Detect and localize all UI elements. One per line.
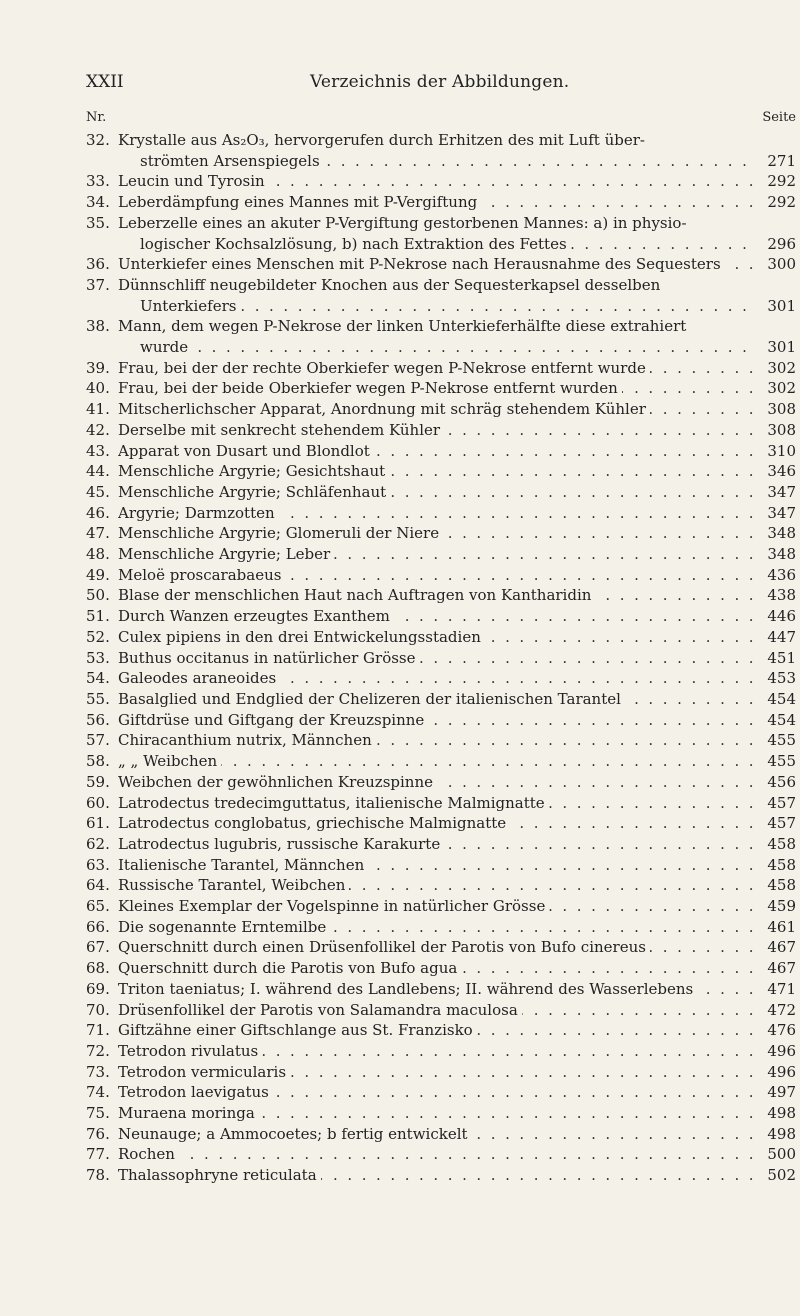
list-item <box>86 1020 796 1041</box>
list-item <box>86 358 796 379</box>
entry-number: 43. <box>86 441 110 460</box>
list-item <box>86 710 796 731</box>
list-item <box>86 482 796 503</box>
entry-page-number: 453 <box>767 669 796 688</box>
entry-number: 35. <box>86 213 110 232</box>
entry-page-number: 301 <box>767 338 796 357</box>
entry-text-line: Die sogenannte Erntemilbe . . . <box>118 917 754 938</box>
entry-number: 73. <box>86 1062 110 1081</box>
entry-text-line: Meloë proscarabaeus . . . <box>118 565 754 586</box>
list-item <box>86 668 796 689</box>
entry-page-number: 498 <box>767 1104 796 1123</box>
entry-text-line: Drüsenfollikel der Parotis von Salamandra maculosa . . . <box>118 1000 754 1021</box>
list-item <box>86 503 796 524</box>
entry-text-line: Blase der menschlichen Haut nach Auftragen von Kantharidin . . . <box>118 585 754 606</box>
entry-page-number: 292 <box>767 172 796 191</box>
entry-text-line: „ „ Weibchen . . . <box>118 751 754 772</box>
entry-text-line: Derselbe mit senkrecht stehendem Kühler . . . <box>118 420 754 441</box>
list-item <box>86 730 796 751</box>
entry-number: 67. <box>86 938 110 957</box>
entry-number: 40. <box>86 379 110 398</box>
list-item <box>86 917 796 938</box>
entry-number: 38. <box>86 317 110 336</box>
entry-number: 78. <box>86 1166 110 1185</box>
list-item <box>86 793 796 814</box>
entry-number: 37. <box>86 275 110 294</box>
list-item <box>86 565 796 586</box>
entry-page-number: 347 <box>767 503 796 522</box>
entry-number: 69. <box>86 979 110 998</box>
entry-page-number: 457 <box>767 793 796 812</box>
entry-number: 46. <box>86 503 110 522</box>
entry-text-line: Mann, dem wegen P-Nekrose der linken Unterkieferhälfte diese extrahiert <box>118 317 687 336</box>
entry-number: 65. <box>86 897 110 916</box>
entry-page-number: 310 <box>767 441 796 460</box>
entry-number: 47. <box>86 524 110 543</box>
entry-text-line: Muraena moringa . . . <box>118 1103 754 1124</box>
entry-number: 58. <box>86 752 110 771</box>
page-title: Verzeichnis der Abbildungen. <box>310 72 570 92</box>
entry-page-number: 467 <box>767 959 796 978</box>
entry-page-number: 476 <box>767 1021 796 1040</box>
list-item <box>86 1000 796 1021</box>
entry-text-line: Neunauge; a Ammocoetes; b fertig entwickelt . . . <box>118 1124 754 1145</box>
list-item <box>86 1082 796 1103</box>
entry-page-number: 455 <box>767 752 796 771</box>
entry-text-line: Tetrodon laevigatus . . . <box>118 1082 754 1103</box>
entry-number: 50. <box>86 586 110 605</box>
entry-page-number: 500 <box>767 1145 796 1164</box>
entry-text-line: Latrodectus lugubris, russische Karakurte . . . <box>118 834 754 855</box>
list-item <box>86 254 796 275</box>
entry-page-number: 346 <box>767 462 796 481</box>
entry-number: 77. <box>86 1145 110 1164</box>
list-item <box>86 461 796 482</box>
entry-page-number: 296 <box>767 234 796 253</box>
entry-page-number: 458 <box>767 834 796 853</box>
entry-text-line: Latrodectus tredecimguttatus, italienische Malmignatte . . . <box>118 793 754 814</box>
list-item <box>86 420 796 441</box>
entry-page-number: 455 <box>767 731 796 750</box>
entry-text-line: Mitscherlichscher Apparat, Anordnung mit schräg stehendem Kühler . . . <box>118 399 754 420</box>
entry-page-number: 347 <box>767 482 796 501</box>
entry-text-line: Thalassophryne reticulata . . . <box>118 1165 754 1186</box>
entry-number: 60. <box>86 793 110 812</box>
entry-text-line: Triton taeniatus; I. während des Landlebens; II. während des Wasserlebens . . . <box>118 979 754 1000</box>
entry-text-line: Querschnitt durch die Parotis von Bufo agua . . . <box>118 958 754 979</box>
entry-page-number: 456 <box>767 772 796 791</box>
entry-text-line: wurde . . . <box>118 337 754 358</box>
entry-page-number: 302 <box>767 358 796 377</box>
entry-text-line: Menschliche Argyrie; Schläfenhaut . . . <box>118 482 754 503</box>
entry-number: 52. <box>86 627 110 646</box>
list-item <box>86 689 796 710</box>
list-item <box>86 751 796 772</box>
list-item <box>86 1124 796 1145</box>
entry-text-line: Culex pipiens in den drei Entwickelungsstadien . . . <box>118 627 754 648</box>
entry-page-number: 454 <box>767 689 796 708</box>
entry-number: 64. <box>86 876 110 895</box>
entry-page-number: 461 <box>767 917 796 936</box>
entry-text-line: Giftzähne einer Giftschlange aus St. Franzisko . . . <box>118 1020 754 1041</box>
column-header-nr: Nr. <box>86 110 107 125</box>
entry-number: 72. <box>86 1041 110 1060</box>
list-item <box>86 1041 796 1062</box>
entry-text-line: strömten Arsenspiegels . . . <box>118 151 754 172</box>
list-item <box>86 834 796 855</box>
entry-text-line: Tetrodon rivulatus . . . <box>118 1041 754 1062</box>
entry-number: 32. <box>86 131 110 149</box>
entry-text-line: Italienische Tarantel, Männchen . . . <box>118 855 754 876</box>
list-item <box>86 316 796 357</box>
entry-number: 56. <box>86 710 110 729</box>
entry-number: 53. <box>86 648 110 667</box>
entry-text-line: logischer Kochsalzlösung, b) nach Extraktion des Fettes . . . <box>118 234 754 255</box>
entry-number: 48. <box>86 545 110 564</box>
entry-text-line: Galeodes araneoides . . . <box>118 668 754 689</box>
entry-page-number: 497 <box>767 1083 796 1102</box>
entry-page-number: 438 <box>767 586 796 605</box>
entry-text-line: Tetrodon vermicularis . . . <box>118 1062 754 1083</box>
entry-page-number: 458 <box>767 855 796 874</box>
entry-page-number: 436 <box>767 565 796 584</box>
list-item <box>86 1144 796 1165</box>
entry-text-line: Russische Tarantel, Weibchen . . . <box>118 875 754 896</box>
entry-page-number: 446 <box>767 607 796 626</box>
entry-text-line: Dünnschliff neugebildeter Knochen aus der Sequesterkapsel desselben <box>118 275 661 294</box>
entry-page-number: 308 <box>767 400 796 419</box>
entry-page-number: 502 <box>767 1166 796 1185</box>
entry-text-line: Buthus occitanus in natürlicher Grösse . . . <box>118 648 754 669</box>
entry-page-number: 496 <box>767 1041 796 1060</box>
page-number: XXII <box>86 72 124 92</box>
column-header-seite: Seite <box>762 110 796 125</box>
list-item <box>86 606 796 627</box>
entry-text-line: Unterkiefers . . . <box>118 296 754 317</box>
list-item <box>86 958 796 979</box>
entry-number: 36. <box>86 255 110 274</box>
entry-number: 59. <box>86 772 110 791</box>
list-item <box>86 1062 796 1083</box>
entry-text-line: Leucin und Tyrosin . . . <box>118 171 754 192</box>
entry-page-number: 458 <box>767 876 796 895</box>
entry-page-number: 301 <box>767 296 796 315</box>
entry-text-line: Latrodectus conglobatus, griechische Malmignatte . . . <box>118 813 754 834</box>
entry-number: 44. <box>86 462 110 481</box>
list-item <box>86 875 796 896</box>
list-item <box>86 585 796 606</box>
entry-number: 45. <box>86 482 110 501</box>
entry-number: 51. <box>86 607 110 626</box>
entry-text-line: Apparat von Dusart und Blondlot . . . <box>118 441 754 462</box>
entry-number: 68. <box>86 959 110 978</box>
list-item <box>86 813 796 834</box>
entry-number: 33. <box>86 172 110 191</box>
entry-page-number: 496 <box>767 1062 796 1081</box>
entry-text-line: Frau, bei der der rechte Oberkiefer wegen P-Nekrose entfernt wurde . . . <box>118 358 754 379</box>
list-item <box>86 1103 796 1124</box>
entry-number: 63. <box>86 855 110 874</box>
list-item <box>86 130 796 171</box>
list-item <box>86 896 796 917</box>
list-item <box>86 192 796 213</box>
entry-number: 55. <box>86 689 110 708</box>
entry-page-number: 302 <box>767 379 796 398</box>
list-item <box>86 441 796 462</box>
entry-number: 66. <box>86 917 110 936</box>
entry-text-line: Argyrie; Darmzotten . . . <box>118 503 754 524</box>
list-item <box>86 772 796 793</box>
entry-page-number: 447 <box>767 627 796 646</box>
list-item <box>86 627 796 648</box>
entry-number: 71. <box>86 1021 110 1040</box>
list-item <box>86 378 796 399</box>
entry-page-number: 292 <box>767 193 796 212</box>
entry-text-line: Krystalle aus As₂O₃, hervorgerufen durch Erhitzen des mit Luft über- <box>118 131 645 149</box>
entry-text-line: Leberdämpfung eines Mannes mit P-Vergiftung . . . <box>118 192 754 213</box>
entry-number: 41. <box>86 400 110 419</box>
entry-number: 54. <box>86 669 110 688</box>
entry-page-number: 308 <box>767 420 796 439</box>
entry-text-line: Chiracanthium nutrix, Männchen . . . <box>118 730 754 751</box>
entry-page-number: 472 <box>767 1000 796 1019</box>
entry-page-number: 348 <box>767 524 796 543</box>
entry-number: 75. <box>86 1104 110 1123</box>
entry-page-number: 348 <box>767 545 796 564</box>
entry-page-number: 451 <box>767 648 796 667</box>
list-item <box>86 544 796 565</box>
column-headers <box>86 110 796 128</box>
entry-page-number: 271 <box>767 151 796 170</box>
entry-text-line: Unterkiefer eines Menschen mit P-Nekrose nach Herausnahme des Sequesters . . . <box>118 254 754 275</box>
entry-text-line: Querschnitt durch einen Drüsenfollikel der Parotis von Bufo cinereus . . . <box>118 937 754 958</box>
entry-text-line: Menschliche Argyrie; Gesichtshaut . . . <box>118 461 754 482</box>
list-item <box>86 855 796 876</box>
entry-number: 62. <box>86 834 110 853</box>
entry-text-line: Giftdrüse und Giftgang der Kreuzspinne . . . <box>118 710 754 731</box>
entry-page-number: 457 <box>767 814 796 833</box>
list-item <box>86 523 796 544</box>
list-item <box>86 648 796 669</box>
list-item <box>86 275 796 316</box>
entry-number: 57. <box>86 731 110 750</box>
entry-page-number: 471 <box>767 979 796 998</box>
entry-text-line: Weibchen der gewöhnlichen Kreuzspinne . . . <box>118 772 754 793</box>
entry-number: 74. <box>86 1083 110 1102</box>
entry-text-line: Menschliche Argyrie; Glomeruli der Niere . . . <box>118 523 754 544</box>
entry-page-number: 498 <box>767 1124 796 1143</box>
entry-text-line: Durch Wanzen erzeugtes Exanthem . . . <box>118 606 754 627</box>
list-item <box>86 213 796 254</box>
list-item <box>86 979 796 1000</box>
entry-number: 39. <box>86 358 110 377</box>
entry-text-line: Basalglied und Endglied der Chelizeren der italienischen Tarantel . . . <box>118 689 754 710</box>
entry-text-line: Menschliche Argyrie; Leber . . . <box>118 544 754 565</box>
entry-number: 34. <box>86 193 110 212</box>
entry-number: 42. <box>86 420 110 439</box>
entry-text-line: Frau, bei der beide Oberkiefer wegen P-Nekrose entfernt wurden . . . <box>118 378 754 399</box>
entry-number: 49. <box>86 565 110 584</box>
entry-page-number: 454 <box>767 710 796 729</box>
entry-number: 76. <box>86 1124 110 1143</box>
entry-number: 70. <box>86 1000 110 1019</box>
entry-page-number: 459 <box>767 897 796 916</box>
list-item <box>86 1165 796 1186</box>
figure-list <box>86 130 796 1186</box>
entry-text-line: Rochen . . . <box>118 1144 754 1165</box>
entry-text-line: Leberzelle eines an akuter P-Vergiftung gestorbenen Mannes: a) in physio- <box>118 213 687 232</box>
list-item <box>86 171 796 192</box>
list-item <box>86 399 796 420</box>
entry-page-number: 467 <box>767 938 796 957</box>
entry-text-line: Kleines Exemplar der Vogelspinne in natürlicher Grösse . . . <box>118 896 754 917</box>
entry-number: 61. <box>86 814 110 833</box>
entry-page-number: 300 <box>767 255 796 274</box>
list-item <box>86 937 796 958</box>
